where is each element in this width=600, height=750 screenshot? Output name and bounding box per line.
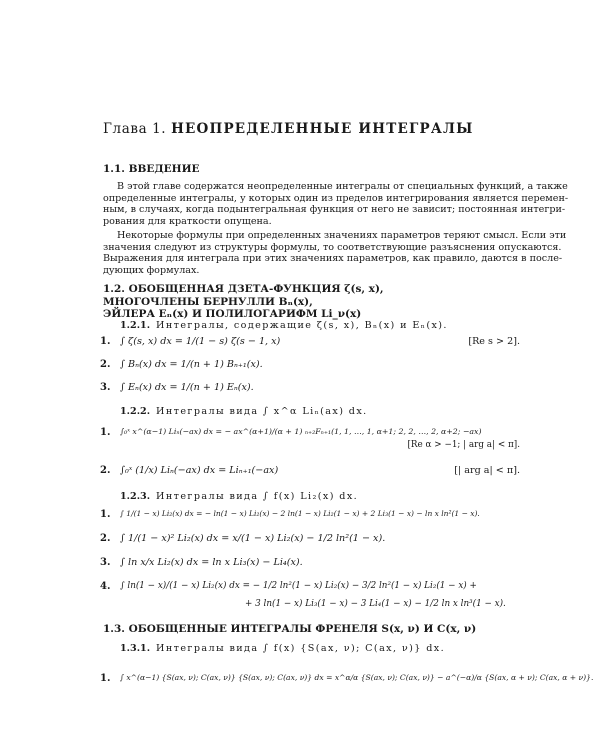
text-line: определенные интегралы, у которых один из пределов интегрирования является перемен-	[103, 192, 569, 204]
subsection-number: 1.2.2.	[120, 406, 151, 417]
formula-polylog-shift: ∫₀ˣ (1/x) Liₙ(−ax) dx = Liₙ₊₁(−ax)	[120, 465, 279, 476]
text-line: значения следуют из структуры формулы, то соответствующие разъяснения опускаются.	[103, 241, 562, 253]
formula-bernoulli: ∫ Bₙ(x) dx = 1/(n + 1) Bₙ₊₁(x).	[120, 359, 263, 370]
subsection-text: Интегралы вида ∫ f(x) {S(ax, ν); C(ax, ν)} dx.	[156, 643, 446, 654]
formula-condition: [| arg a| < π].	[454, 465, 520, 476]
text-line: дующих формулах.	[103, 264, 200, 276]
chapter-label: Глава 1.	[103, 121, 167, 137]
section-title-line: ЭЙЛЕРА Eₙ(x) И ПОЛИЛОГАРИФМ Li_ν(x)	[103, 308, 362, 320]
formula-number: 3.	[100, 382, 111, 393]
subsection-text: Интегралы, содержащие ζ(s, x), Bₙ(x) и Eₙ(x).	[156, 320, 448, 331]
formula-number: 1.	[100, 509, 111, 520]
formula-number: 3.	[100, 557, 111, 568]
section-title-line: МНОГОЧЛЕНЫ БЕРНУЛЛИ Bₙ(x),	[103, 295, 313, 308]
formula-dilog-4: ∫ ln(1 − x)/(1 − x) Li₂(x) dx = − 1/2 ln²(1 − x) Li₂(x) − 3/2 ln²(1 − x) Li₂(1 − x) +	[120, 581, 477, 591]
formula-number: 2.	[100, 533, 111, 544]
formula-condition: [Re s > 2].	[468, 336, 520, 347]
intro-paragraph-1	[103, 181, 569, 227]
formula-number: 1.	[100, 427, 111, 438]
text-line: Выражения для интеграла при этих значениях параметров, как правило, даются в после-	[103, 253, 563, 265]
formula-fresnel: ∫ x^(α−1) {S(ax, ν); C(ax, ν)} {S(ax, ν); C(ax, ν)} dx = x^α/α {S(ax, ν); C(ax, ν)} − a^(−α)/α {S(ax, α + ν); C(ax, α + ν)}.	[120, 673, 594, 682]
chapter-heading	[103, 121, 474, 137]
subsection-number: 1.2.3.	[120, 491, 151, 502]
section-1-2-title	[103, 283, 384, 321]
subsection-1-2-1	[120, 320, 448, 331]
formula-zeta: ∫ ζ(s, x) dx = 1/(1 − s) ζ(s − 1, x)	[120, 336, 281, 347]
text-line: Некоторые формулы при определенных значениях параметров теряют смысл. Если эти	[117, 230, 567, 241]
formula-number: 4.	[100, 581, 111, 592]
subsection-1-2-3	[120, 491, 358, 502]
formula-number: 2.	[100, 359, 111, 370]
formula-dilog-4-continuation: + 3 ln(1 − x) Li₃(1 − x) − 3 Li₄(1 − x) − 1/2 ln x ln³(1 − x).	[245, 599, 506, 609]
formula-dilog-1: ∫ 1/(1 − x) Li₂(x) dx = − ln(1 − x) Li₂(x) − 2 ln(1 − x) Li₂(1 − x) + 2 Li₃(1 − x) − ln x ln²(1 − x).	[120, 509, 480, 518]
formula-dilog-2: ∫ 1/(1 − x)² Li₂(x) dx = x/(1 − x) Li₂(x) − 1/2 ln²(1 − x).	[120, 533, 386, 544]
section-1-3-title: 1.3. ОБОБЩЕННЫЕ ИНТЕГРАЛЫ ФРЕНЕЛЯ S(x, ν) И C(x, ν)	[103, 623, 477, 635]
subsection-text: Интегралы вида ∫ x^α Liₙ(ax) dx.	[156, 406, 368, 417]
intro-paragraph-2	[103, 230, 567, 276]
formula-condition: [Re α > −1; | arg a| < π].	[407, 440, 520, 450]
formula-number: 1.	[100, 673, 111, 684]
text-line: ным, в случаях, когда подынтегральная функция от него не зависит; постоянная интегри-	[103, 204, 566, 216]
chapter-title: НЕОПРЕДЕЛЕННЫЕ ИНТЕГРАЛЫ	[171, 121, 474, 137]
subsection-text: Интегралы вида ∫ f(x) Li₂(x) dx.	[156, 491, 359, 502]
formula-polylog-hypergeometric: ∫₀ˣ x^(α−1) Liₙ(−ax) dx = − ax^(α+1)/(α + 1) ₙ₊₂Fₙ₊₁(1, 1, …, 1, α+1; 2, 2, …, 2, α+2; −ax)	[120, 427, 482, 436]
text-line: В этой главе содержатся неопределенные интегралы от специальных функций, а также	[117, 181, 568, 192]
section-title-line: 1.2. ОБОБЩЕННАЯ ДЗЕТА-ФУНКЦИЯ ζ(s, x),	[103, 283, 384, 295]
subsection-number: 1.3.1.	[120, 643, 151, 654]
subsection-number: 1.2.1.	[120, 320, 151, 331]
subsection-1-2-2	[120, 406, 368, 417]
text-line: рования для краткости опущена.	[103, 215, 272, 227]
formula-euler: ∫ Eₙ(x) dx = 1/(n + 1) Eₙ(x).	[120, 382, 254, 393]
formula-number: 1.	[100, 336, 111, 347]
subsection-1-3-1	[120, 643, 445, 654]
formula-dilog-3: ∫ ln x/x Li₂(x) dx = ln x Li₃(x) − Li₄(x).	[120, 557, 303, 568]
formula-number: 2.	[100, 465, 111, 476]
section-1-1-title: 1.1. ВВЕДЕНИЕ	[103, 163, 200, 175]
